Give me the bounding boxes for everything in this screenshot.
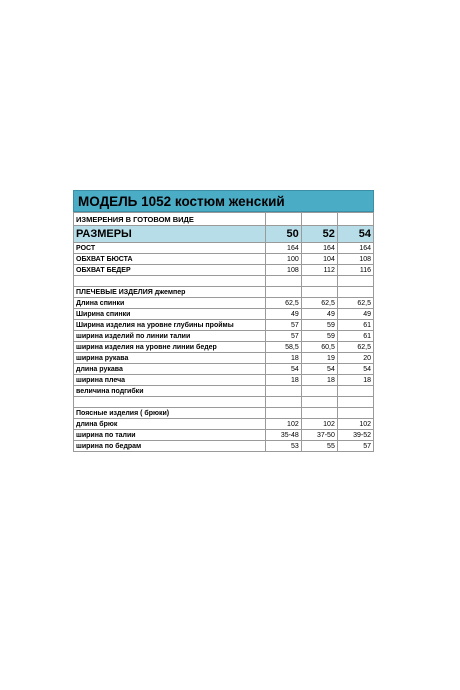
row-value-size-52: 62,5 <box>301 298 337 309</box>
table-row <box>74 386 374 397</box>
row-label: ОБХВАТ БЕДЕР <box>74 265 266 276</box>
table-row <box>74 419 374 430</box>
row-value-size-50: 54 <box>265 364 301 375</box>
measurement-table <box>73 212 374 452</box>
row-value-size-50: 57 <box>265 320 301 331</box>
table-row <box>74 243 374 254</box>
subtitle-row <box>74 213 374 226</box>
row-label: ширина рукава <box>74 353 266 364</box>
table-row <box>74 309 374 320</box>
row-value-size-50: 49 <box>265 309 301 320</box>
row-label: Ширина спинки <box>74 309 266 320</box>
row-value-size-54: 39-52 <box>337 430 373 441</box>
row-value-size-54 <box>337 408 373 419</box>
row-value-size-54 <box>337 287 373 298</box>
model-title: МОДЕЛЬ 1052 костюм женский <box>78 193 285 209</box>
table-row <box>74 364 374 375</box>
row-value-size-50: 62,5 <box>265 298 301 309</box>
subtitle-blank-cell <box>301 213 337 226</box>
section-row <box>74 287 374 298</box>
row-value-size-50: 108 <box>265 265 301 276</box>
blank-row <box>74 276 374 287</box>
row-label: ширина изделий по линии талии <box>74 331 266 342</box>
size-52: 52 <box>301 226 337 243</box>
row-value-size-54 <box>337 386 373 397</box>
row-value-size-50: 100 <box>265 254 301 265</box>
row-value-size-54: 20 <box>337 353 373 364</box>
table-row <box>74 342 374 353</box>
table-row <box>74 331 374 342</box>
measurement-table-body <box>74 213 374 452</box>
row-value-size-54: 49 <box>337 309 373 320</box>
row-value-size-50: 53 <box>265 441 301 452</box>
row-value-size-50: 18 <box>265 375 301 386</box>
row-label: величина подгибки <box>74 386 266 397</box>
row-value-size-52: 59 <box>301 331 337 342</box>
row-value-size-52 <box>301 408 337 419</box>
table-row <box>74 298 374 309</box>
measurement-sheet <box>73 190 374 452</box>
row-value-size-54: 61 <box>337 331 373 342</box>
row-value-size-50 <box>265 397 301 408</box>
row-label: ОБХВАТ БЮСТА <box>74 254 266 265</box>
blank-row <box>74 397 374 408</box>
sizes-row <box>74 226 374 243</box>
row-label: ширина плеча <box>74 375 266 386</box>
row-value-size-52 <box>301 397 337 408</box>
row-value-size-52 <box>301 276 337 287</box>
subtitle-cell: ИЗМЕРЕНИЯ В ГОТОВОМ ВИДЕ <box>74 213 266 226</box>
row-value-size-52: 59 <box>301 320 337 331</box>
subtitle-blank-cell <box>337 213 373 226</box>
row-label: Длина спинки <box>74 298 266 309</box>
row-label: ширина по талии <box>74 430 266 441</box>
row-value-size-54: 54 <box>337 364 373 375</box>
table-row <box>74 265 374 276</box>
row-label <box>74 276 266 287</box>
row-value-size-50 <box>265 408 301 419</box>
row-value-size-52: 112 <box>301 265 337 276</box>
row-value-size-52 <box>301 287 337 298</box>
row-value-size-54 <box>337 397 373 408</box>
row-value-size-50: 18 <box>265 353 301 364</box>
row-value-size-52: 49 <box>301 309 337 320</box>
row-value-size-52: 37-50 <box>301 430 337 441</box>
row-value-size-50: 57 <box>265 331 301 342</box>
table-row <box>74 375 374 386</box>
row-value-size-54: 108 <box>337 254 373 265</box>
row-label: Ширина изделия на уровне глубины проймы <box>74 320 266 331</box>
table-row <box>74 254 374 265</box>
size-54: 54 <box>337 226 373 243</box>
row-value-size-54: 62,5 <box>337 298 373 309</box>
row-value-size-54: 164 <box>337 243 373 254</box>
table-row <box>74 320 374 331</box>
row-value-size-50 <box>265 276 301 287</box>
row-value-size-52: 102 <box>301 419 337 430</box>
row-label: ширина изделия на уровне линии бедер <box>74 342 266 353</box>
row-value-size-54: 61 <box>337 320 373 331</box>
row-value-size-54: 62,5 <box>337 342 373 353</box>
row-value-size-50: 58,5 <box>265 342 301 353</box>
row-value-size-50 <box>265 287 301 298</box>
size-50: 50 <box>265 226 301 243</box>
sizes-label: РАЗМЕРЫ <box>74 226 266 243</box>
row-value-size-52: 18 <box>301 375 337 386</box>
row-label <box>74 397 266 408</box>
row-value-size-54: 116 <box>337 265 373 276</box>
row-value-size-52: 55 <box>301 441 337 452</box>
row-value-size-50: 102 <box>265 419 301 430</box>
section-row <box>74 408 374 419</box>
row-value-size-54: 57 <box>337 441 373 452</box>
row-label: длина брюк <box>74 419 266 430</box>
row-value-size-50: 164 <box>265 243 301 254</box>
row-value-size-54: 18 <box>337 375 373 386</box>
row-value-size-54: 102 <box>337 419 373 430</box>
model-title-bar <box>73 190 374 212</box>
row-label: ширина по бедрам <box>74 441 266 452</box>
row-value-size-52: 19 <box>301 353 337 364</box>
row-value-size-52: 60,5 <box>301 342 337 353</box>
row-value-size-54 <box>337 276 373 287</box>
row-value-size-52 <box>301 386 337 397</box>
row-value-size-52: 54 <box>301 364 337 375</box>
row-value-size-52: 164 <box>301 243 337 254</box>
table-row <box>74 353 374 364</box>
subtitle-blank-cell <box>265 213 301 226</box>
row-value-size-50 <box>265 386 301 397</box>
row-label: длина рукава <box>74 364 266 375</box>
row-label: РОСТ <box>74 243 266 254</box>
row-label: ПЛЕЧЕВЫЕ ИЗДЕЛИЯ джемпер <box>74 287 266 298</box>
row-value-size-50: 35-48 <box>265 430 301 441</box>
table-row <box>74 430 374 441</box>
row-label: Поясные изделия ( брюки) <box>74 408 266 419</box>
row-value-size-52: 104 <box>301 254 337 265</box>
table-row <box>74 441 374 452</box>
